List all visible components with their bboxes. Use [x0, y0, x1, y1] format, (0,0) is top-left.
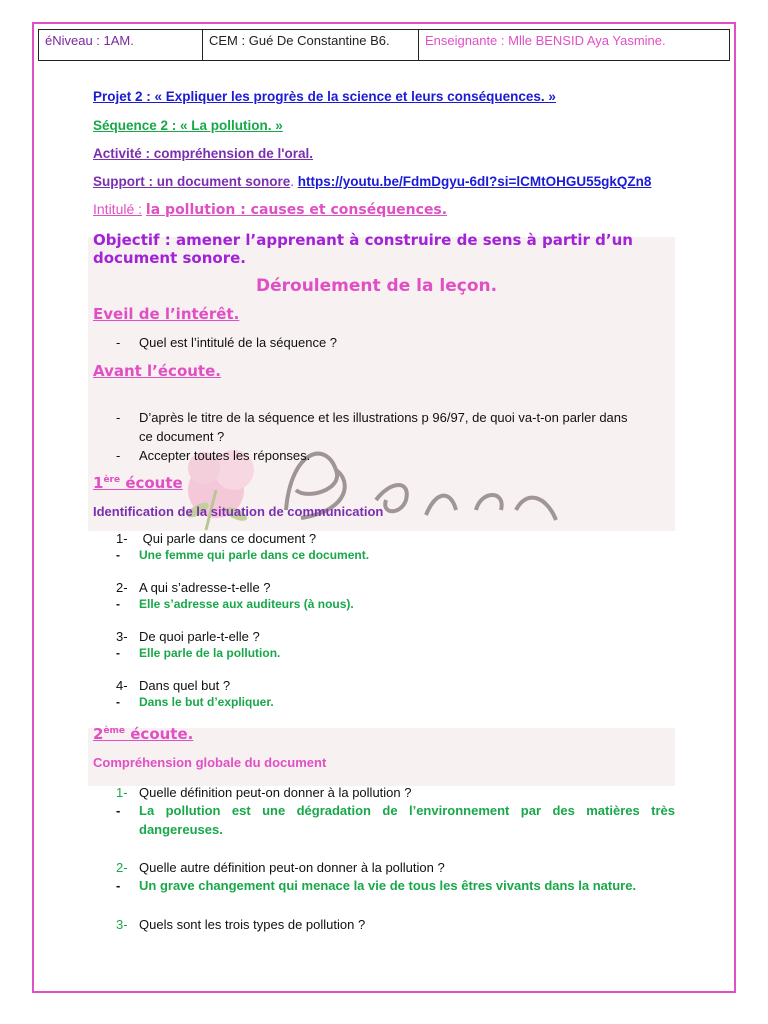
eveil-item: - Quel est l’intitulé de la séquence ?: [116, 335, 338, 350]
ecoute1-a1: Une femme qui parle dans ce document.: [139, 548, 370, 562]
sequence-title: Séquence 2 : « La pollution. »: [93, 118, 283, 133]
ecoute1-q2: 2- A qui s’adresse-t-elle ?: [116, 580, 271, 595]
objectif-line-2: document sonore.: [93, 249, 246, 267]
avant-title: Avant l’écoute.: [93, 362, 221, 380]
eveil-title: Eveil de l’intérêt.: [93, 305, 240, 323]
ecoute1-a3-marker: -: [116, 646, 120, 660]
avant-item-1-text: D’après le titre de la séquence et les illustrations p 96/97, de quoi va-t-on parler dans: [139, 410, 628, 425]
activite-title: Activité : compréhension de l'oral.: [93, 146, 314, 161]
ecoute1-q1: 1- Qui parle dans ce document ?: [116, 531, 317, 546]
objectif-line-1: Objectif : amener l’apprenant à construire de sens à partir d’un: [93, 231, 633, 249]
header-enseignante: Enseignante : Mlle BENSID Aya Yasmine.: [425, 33, 666, 48]
intitule-value: la pollution : causes et conséquences.: [145, 202, 448, 218]
support-link[interactable]: https://youtu.be/FdmDgyu-6dI?si=lCMtOHGU55gkQZn8: [297, 174, 652, 189]
ecoute2-subtitle: Compréhension globale du document: [93, 755, 327, 770]
support-line: Support : un document sonore. https://youtu.be/FdmDgyu-6dI?si=lCMtOHGU55gkQZn8: [93, 174, 652, 189]
ecoute1-a4: Dans le but d’expliquer.: [139, 695, 274, 709]
ecoute2-a1-marker: -: [116, 803, 121, 818]
ecoute2-a1-line2: dangereuses.: [139, 822, 223, 837]
ecoute1-a3: Elle parle de la pollution.: [139, 646, 281, 660]
ecoute1-q3: 3- De quoi parle-t-elle ?: [116, 629, 260, 644]
ecoute1-title: 1ère écoute: [93, 474, 183, 492]
avant-item-2-text: Accepter toutes les réponses.: [139, 448, 311, 463]
ecoute2-a2: Un grave changement qui menace la vie de tous les êtres vivants dans la nature.: [139, 878, 637, 893]
ecoute1-a1-marker: -: [116, 548, 120, 562]
ecoute1-a4-marker: -: [116, 695, 120, 709]
intitule-label: Intitulé :: [93, 201, 143, 217]
header-niveau: éNiveau : 1AM.: [39, 30, 203, 60]
deroulement-title: Déroulement de la leçon.: [256, 276, 498, 296]
avant-item-2: - Accepter toutes les réponses.: [116, 448, 311, 463]
header-cem: CEM : Gué De Constantine B6.: [203, 30, 419, 60]
ecoute2-title: 2ème écoute.: [93, 725, 194, 743]
ecoute1-a2: Elle s’adresse aux auditeurs (à nous).: [139, 597, 354, 611]
avant-item-1: - D’après le titre de la séquence et les illustrations p 96/97, de quoi va-t-on parler dans: [116, 410, 628, 425]
support-label: Support : un document sonore: [93, 174, 291, 189]
header-table: [38, 29, 730, 61]
ecoute1-q4: 4- Dans quel but ?: [116, 678, 231, 693]
ecoute2-q3: 3- Quels sont les trois types de pollution ?: [116, 917, 366, 932]
projet-title: Projet 2 : « Expliquer les progrès de la science et leurs conséquences. »: [93, 89, 556, 104]
ecoute1-subtitle: Identification de la situation de communication: [93, 504, 384, 519]
avant-item-1-cont: ce document ?: [139, 429, 225, 444]
ecoute2-a2-marker: -: [116, 878, 121, 893]
ecoute1-a2-marker: -: [116, 597, 120, 611]
intitule-line: [93, 201, 447, 218]
ecoute2-q2: 2- Quelle autre définition peut-on donner à la pollution ?: [116, 860, 445, 875]
ecoute2-q1: 1- Quelle définition peut-on donner à la pollution ?: [116, 785, 412, 800]
ecoute2-a1-line1: La pollution est une dégradation de l’environnement par des matières très: [139, 803, 675, 818]
eveil-item-text: Quel est l’intitulé de la séquence ?: [139, 335, 338, 350]
